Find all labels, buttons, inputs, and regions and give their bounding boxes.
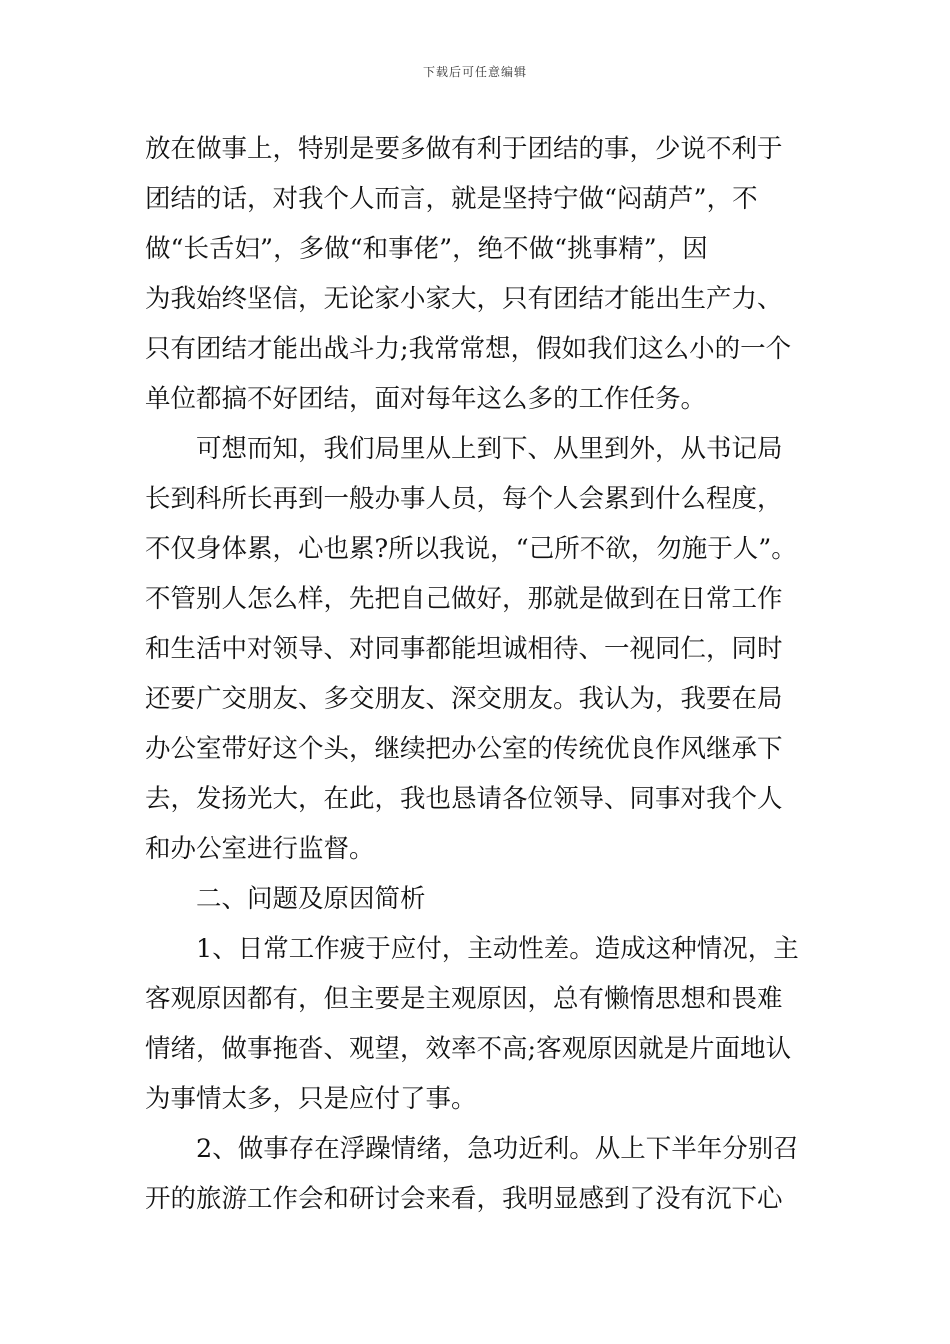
text-line: 长到科所长再到一般办事人员，每个人会累到什么程度， <box>145 484 783 514</box>
text-line: 做“长舌妇”，多做“和事佬”，绝不做“挑事精”，因 <box>145 234 708 264</box>
text-line: 为我始终坚信，无论家小家大，只有团结才能出生产力、 <box>145 284 783 314</box>
text-line: 开的旅游工作会和研讨会来看，我明显感到了没有沉下心 <box>145 1184 783 1214</box>
section-heading: 二、问题及原因简析 <box>145 884 426 914</box>
text-line: 和办公室进行监督。 <box>145 834 375 864</box>
text-line: 放在做事上，特别是要多做有利于团结的事，少说不利于 <box>145 134 783 164</box>
text-line: 不管别人怎么样，先把自己做好，那就是做到在日常工作 <box>145 584 783 614</box>
text-line: 1、日常工作疲于应付，主动性差。造成这种情况，主 <box>145 934 799 964</box>
text-line: 情绪，做事拖沓、观望，效率不高;客观原因就是片面地认 <box>145 1034 792 1064</box>
text-line: 不仅身体累，心也累?所以我说，“己所不欲，勿施于人”。 <box>145 534 797 564</box>
text-line: 2、做事存在浮躁情绪，急功近利。从上下半年分别召 <box>145 1134 799 1164</box>
text-line: 只有团结才能出战斗力;我常常想，假如我们这么小的一个 <box>145 334 792 364</box>
text-line: 办公室带好这个头，继续把办公室的传统优良作风继承下 <box>145 734 783 764</box>
page-header: 下载后可任意编辑 <box>422 65 527 79</box>
text-line: 单位都搞不好团结，面对每年这么多的工作任务。 <box>145 384 707 414</box>
document-body <box>145 124 835 1224</box>
text-line: 可想而知，我们局里从上到下、从里到外，从书记局 <box>145 434 783 464</box>
text-line: 团结的话，对我个人而言，就是坚持宁做“闷葫芦”，不 <box>145 184 758 214</box>
text-line: 去，发扬光大，在此，我也恳请各位领导、同事对我个人 <box>145 784 783 814</box>
text-line: 和生活中对领导、对同事都能坦诚相待、一视同仁，同时 <box>145 634 783 664</box>
text-line: 客观原因都有，但主要是主观原因，总有懒惰思想和畏难 <box>145 984 783 1014</box>
text-line: 为事情太多，只是应付了事。 <box>145 1084 477 1114</box>
text-line: 还要广交朋友、多交朋友、深交朋友。我认为，我要在局 <box>145 684 783 714</box>
